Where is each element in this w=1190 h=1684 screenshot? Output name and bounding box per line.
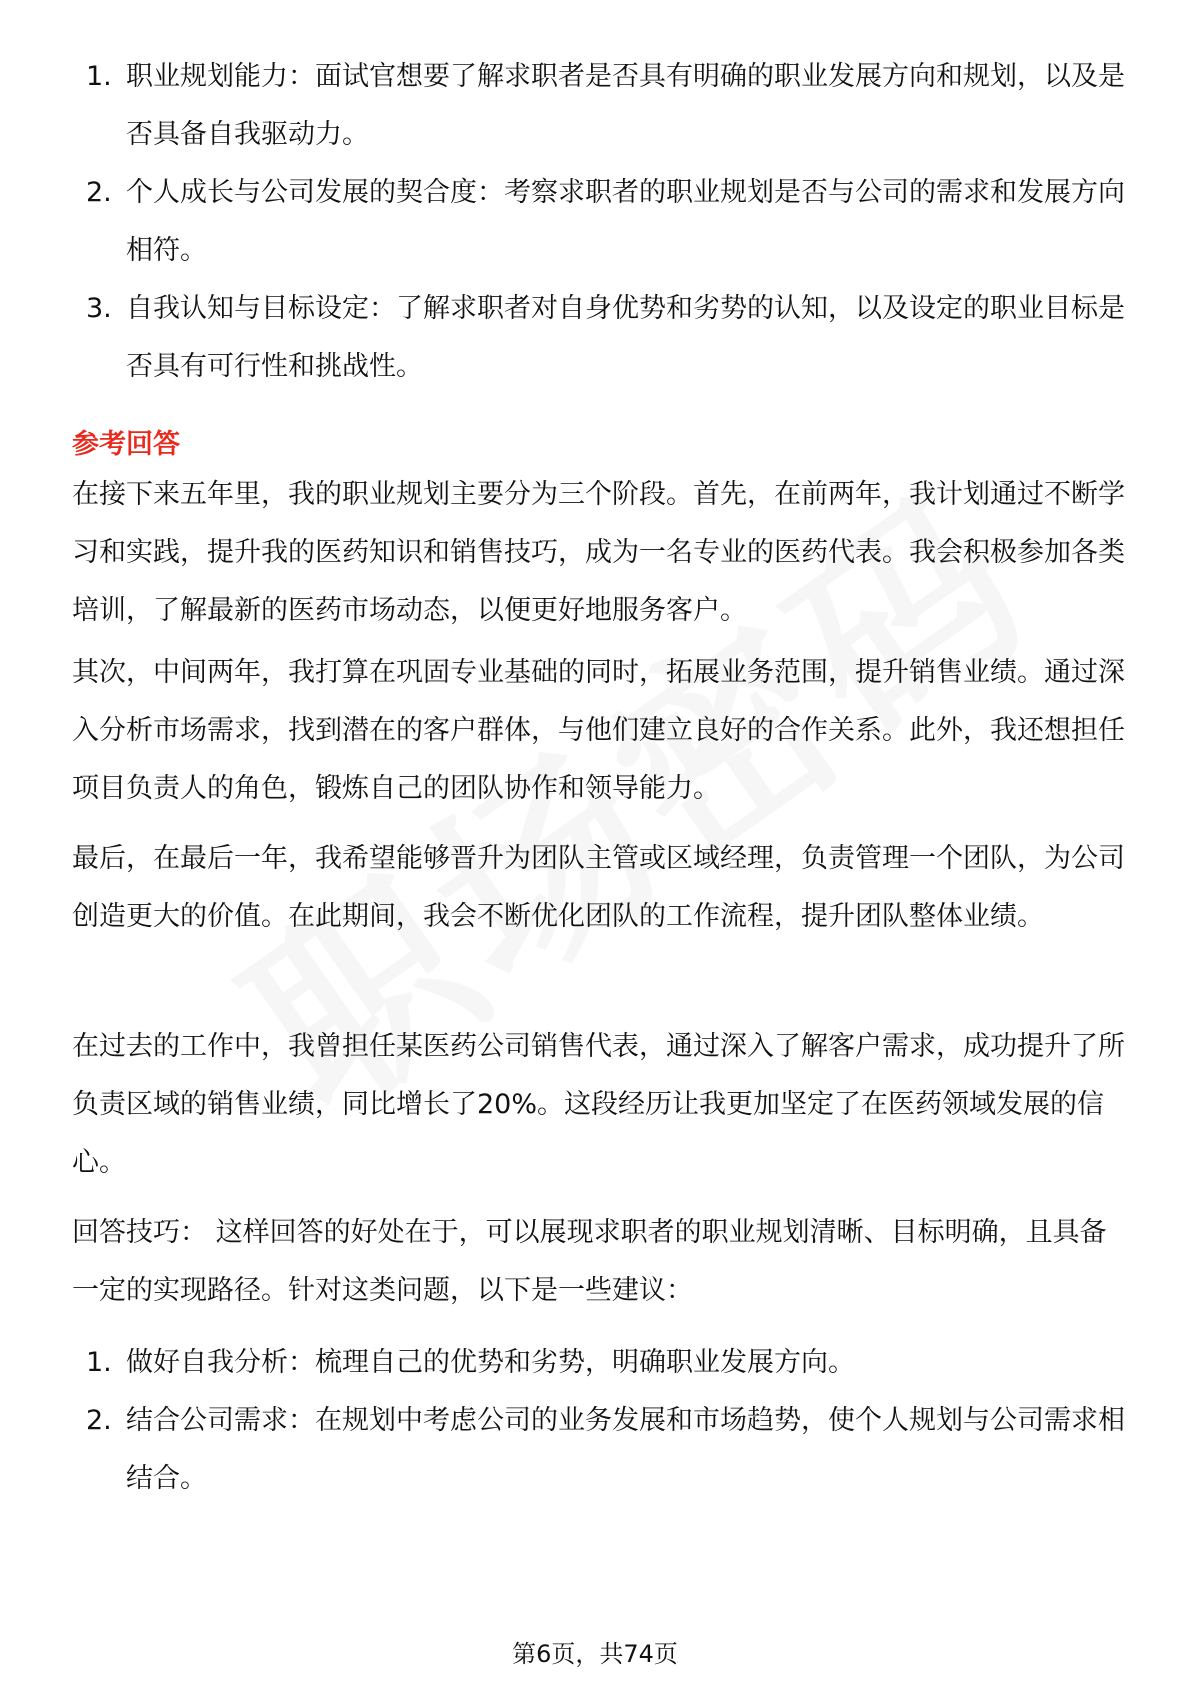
list-item: [72, 1334, 1132, 1392]
list-item: [72, 1392, 1132, 1508]
list-item-text: 结合公司需求：在规划中考虑公司的业务发展和市场趋势，使个人规划与公司需求相结合。: [126, 1405, 1125, 1494]
section-heading: 参考回答: [72, 429, 180, 460]
paragraph: 其次，中间两年，我打算在巩固专业基础的同时，拓展业务范围，提升销售业绩。通过深入分析市场需求，找到潜在的客户群体，与他们建立良好的合作关系。此外，我还想担任项目负责人的角色，锻炼自己的团队协作和领导能力。: [72, 657, 1125, 804]
list-item: [72, 48, 1132, 164]
paragraph: 在接下来五年里，我的职业规划主要分为三个阶段。首先，在前两年，我计划通过不断学习和实践，提升我的医药知识和销售技巧，成为一名专业的医药代表。我会积极参加各类培训，了解最新的医药市场动态，以便更好地服务客户。: [72, 479, 1125, 626]
list-item: [72, 164, 1132, 280]
list-item-text: 职业规划能力：面试官想要了解求职者是否具有明确的职业发展方向和规划，以及是否具备自我驱动力。: [126, 61, 1125, 150]
list-item-number: 2.: [86, 1405, 112, 1436]
paragraph: 最后，在最后一年，我希望能够晋升为团队主管或区域经理，负责管理一个团队，为公司创造更大的价值。在此期间，我会不断优化团队的工作流程，提升团队整体业绩。: [72, 843, 1125, 932]
list-item-text: 做好自我分析：梳理自己的优势和劣势，明确职业发展方向。: [126, 1347, 855, 1378]
list-item-text: 自我认知与目标设定：了解求职者对自身优势和劣势的认知，以及设定的职业目标是否具有可行性和挑战性。: [126, 293, 1125, 382]
list-item: [72, 280, 1132, 396]
list-item-number: 1.: [86, 61, 112, 92]
list-item-text: 个人成长与公司发展的契合度：考察求职者的职业规划是否与公司的需求和发展方向相符。: [126, 177, 1125, 266]
list-item-number: 1.: [86, 1347, 112, 1378]
paragraph: 在过去的工作中，我曾担任某医药公司销售代表，通过深入了解客户需求，成功提升了所负责区域的销售业绩，同比增长了20%。这段经历让我更加坚定了在医药领域发展的信心。: [72, 1031, 1125, 1178]
suggestions-list: [72, 1334, 1132, 1508]
list-item-number: 2.: [86, 177, 112, 208]
paragraph: 回答技巧： 这样回答的好处在于，可以展现求职者的职业规划清晰、目标明确，且具备一定的实现路径。针对这类问题，以下是一些建议：: [72, 1217, 1107, 1306]
evaluation-points-list: [72, 48, 1132, 396]
page-number: 第6页，共74页: [512, 1640, 678, 1668]
list-item-number: 3.: [86, 293, 112, 324]
